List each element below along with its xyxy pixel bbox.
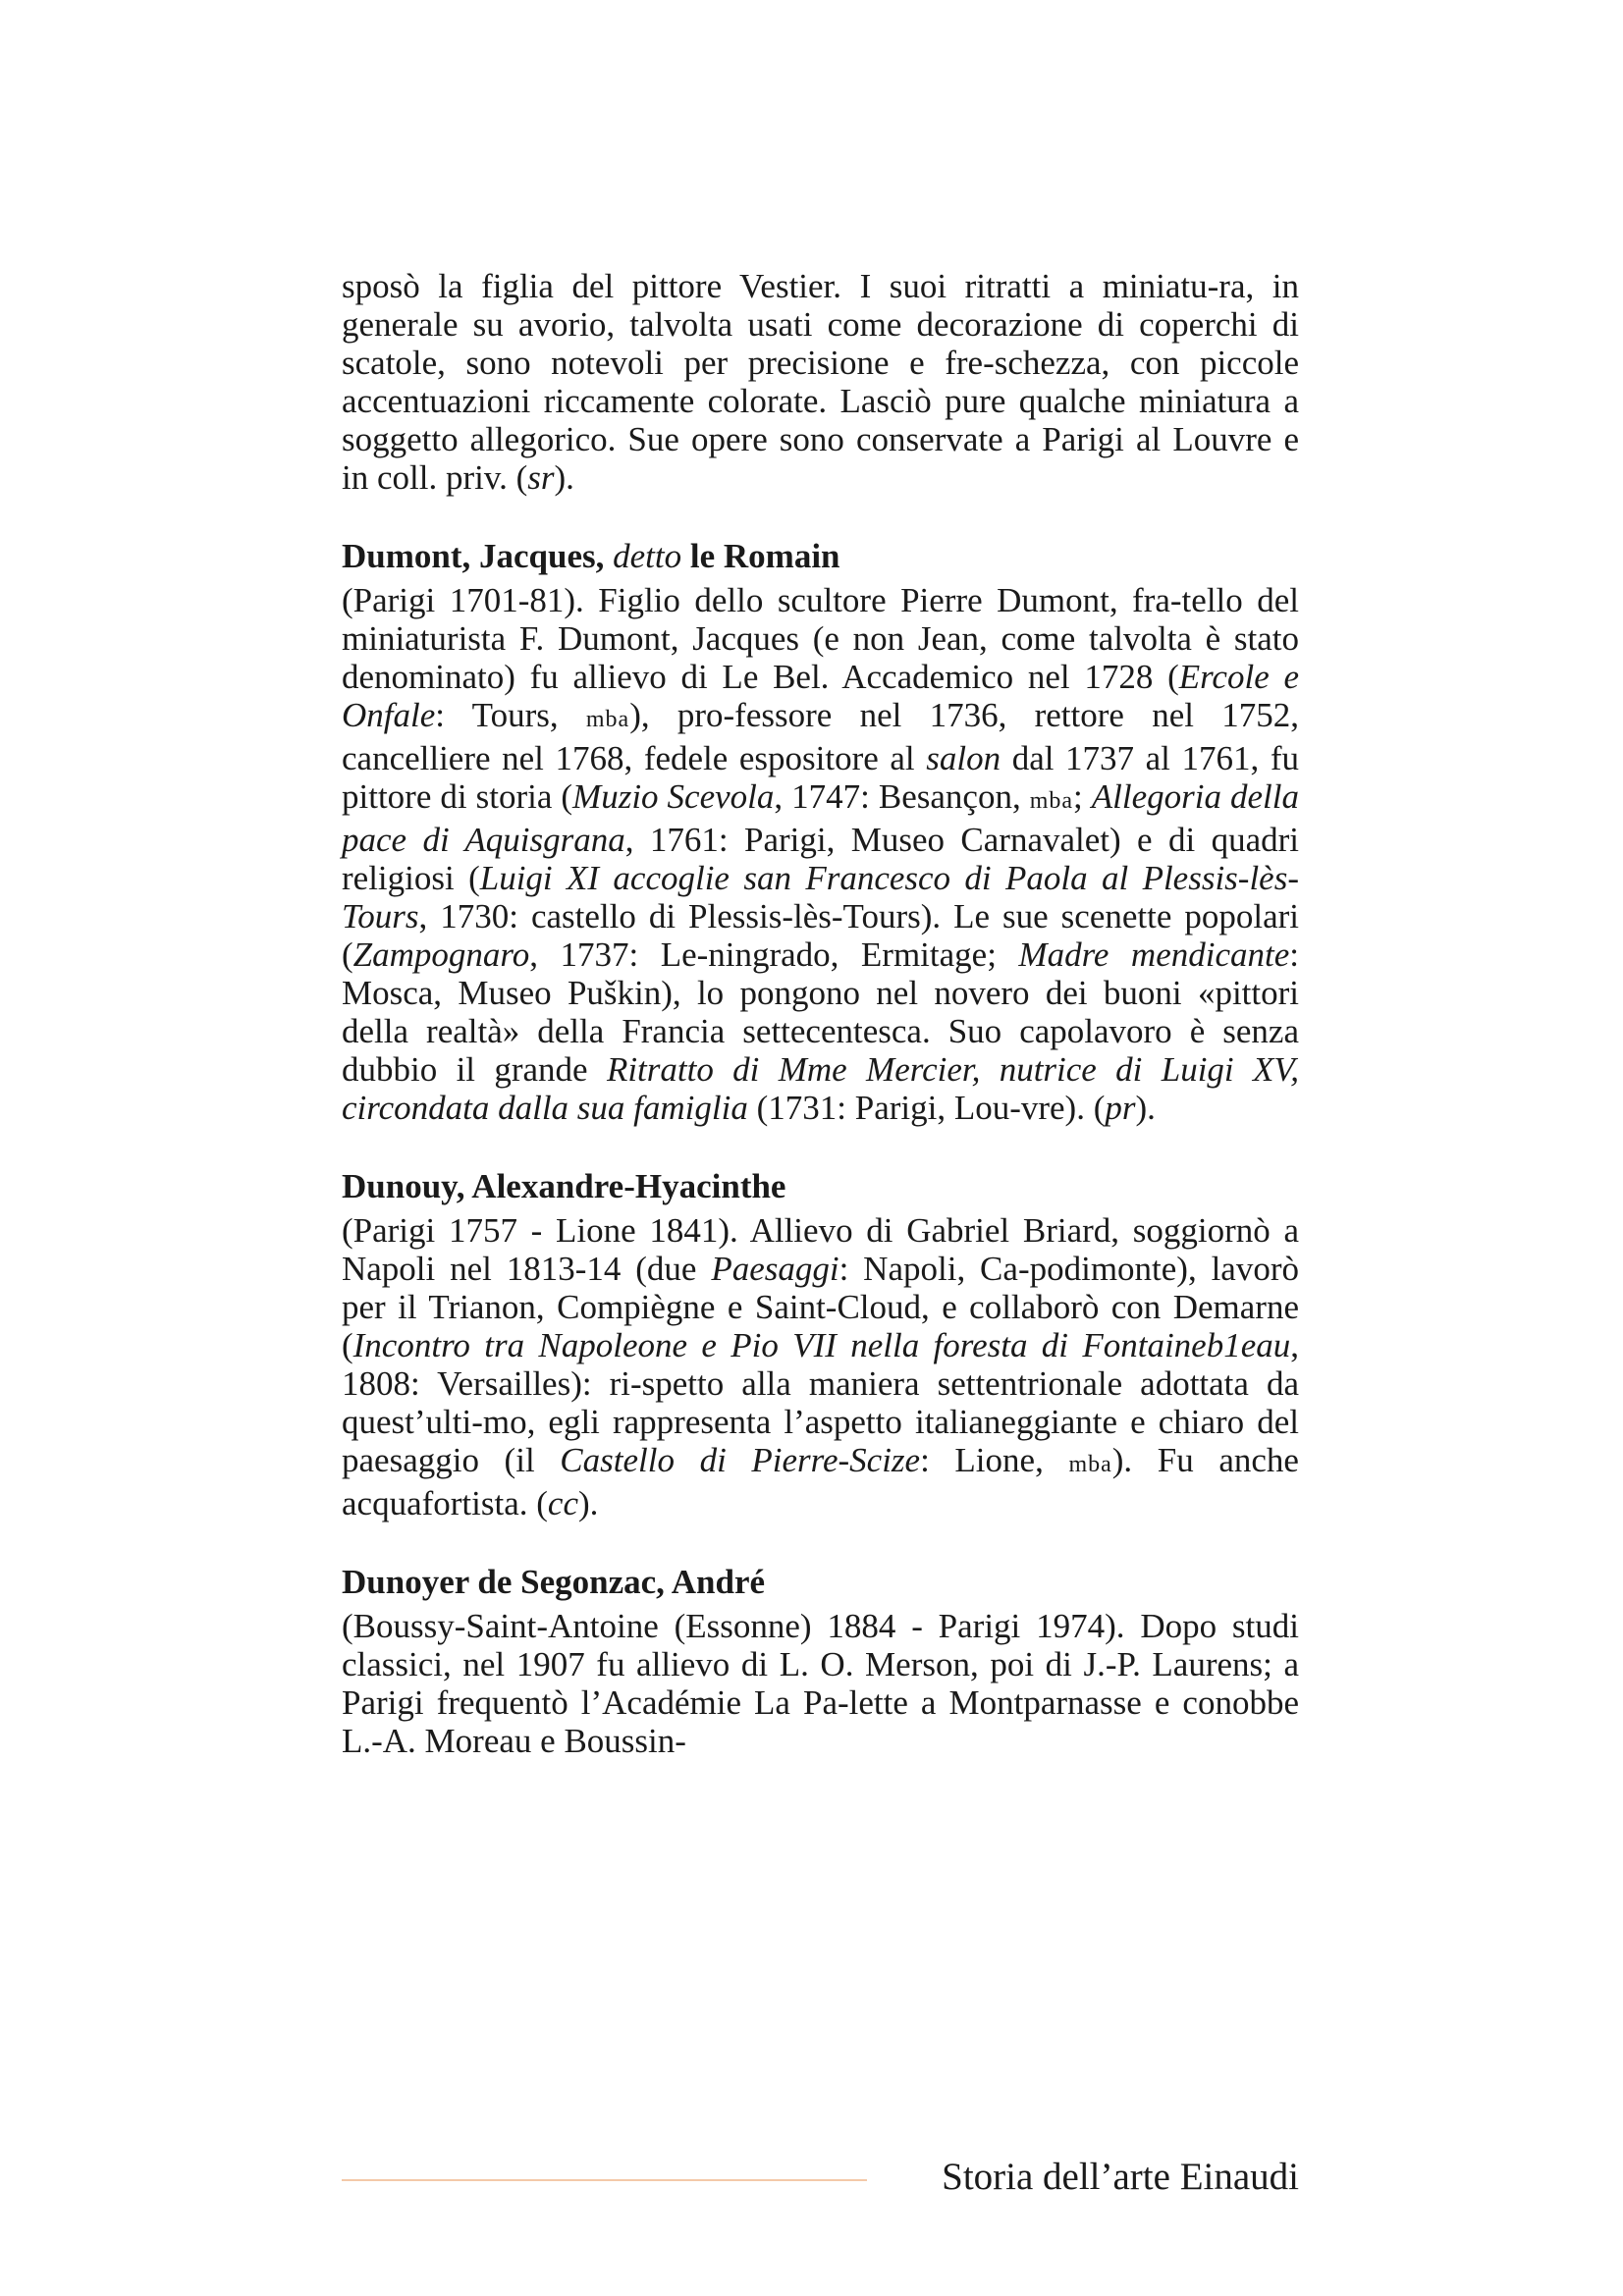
entry-dunoyer — [342, 1563, 1299, 1760]
text-run: ). — [554, 458, 574, 497]
intro-paragraph — [342, 267, 1299, 497]
text-run: : Mosca, Museo Puškin), lo pongono nel novero dei buoni «pittori della realtà» della Francia settecentesca. Suo capolavoro è senza dubbio il grande — [342, 935, 1299, 1089]
text-run: ). Fu anche acquafortista. ( — [342, 1441, 1299, 1522]
text-run: , 1730: castello di Plessis-lès-Tours). Le sue scenette popolari ( — [342, 897, 1299, 974]
entry-dunouy — [342, 1167, 1299, 1522]
italic-run: salon — [926, 739, 1001, 777]
text-run: ). — [577, 1484, 599, 1522]
italic-run: Castello di Pierre-Scize — [560, 1441, 921, 1479]
italic-run: Allegoria della pace di Aquisgrana — [342, 777, 1299, 859]
italic-run: Incontro tra Napoleone e Pio VII nella foresta di Fontaineb1eau — [352, 1326, 1291, 1364]
italic-run: Ercole e Onfale — [342, 658, 1299, 734]
footer-title: Storia dell’arte Einaudi — [942, 2156, 1299, 2198]
text-run: (1731: Parigi, Lou-vre). ( — [747, 1089, 1106, 1127]
text-run: , 1747: Besançon, — [774, 777, 1030, 816]
text-run: (Parigi 1757 - Lione 1841). Allievo di Gabriel Briard, soggiornò a Napoli nel 1813-14 (due — [342, 1211, 1299, 1288]
text-run: ). — [1135, 1089, 1156, 1127]
text-run: Dunoyer de Segonzac, André — [342, 1563, 766, 1601]
text-run: (Parigi 1701-81). Figlio dello scultore Pierre Dumont, fra-tello del miniaturista F. Dumont, Jacques (e non Jean, come talvolta è stato denominato) fu allievo di Le Bel. Accademico nel 1728 ( — [342, 581, 1299, 696]
text-run: (Boussy-Saint-Antoine (Essonne) 1884 - Parigi 1974). Dopo studi classici, nel 1907 fu allievo di L. O. Merson, poi di J.-P. Laurens; a Parigi frequentò l’Académie La Pa-lette a Montparnasse e conobbe L.-A. Moreau e Boussin- — [342, 1607, 1299, 1760]
text-run: , 1761: Parigi, Museo Carnavalet) e di quadri religiosi ( — [342, 821, 1299, 897]
entry-heading — [342, 1563, 1299, 1601]
text-run: , 1808: Versailles): ri-spetto alla maniera settentrionale adottata da quest’ulti-mo, egli rappresenta l’aspetto italianeggiante e chiaro del paesaggio (il — [342, 1326, 1299, 1479]
entry-heading — [342, 1167, 1299, 1205]
text-run: : Lione, — [920, 1441, 1069, 1479]
italic-run: Madre mendicante — [1018, 935, 1290, 974]
small-caps-run: mba — [1068, 1452, 1112, 1477]
text-run: Dumont, Jacques, — [342, 537, 614, 575]
footer-rule — [342, 2179, 867, 2181]
text-run: ; — [1073, 777, 1092, 816]
page-content — [342, 267, 1299, 1760]
text-run: ), pro-fessore nel 1736, rettore nel 1752, cancelliere nel 1768, fedele espositore al — [342, 696, 1299, 777]
text-run: Dunouy, Alexandre-Hyacinthe — [342, 1167, 786, 1205]
small-caps-run: mba — [585, 707, 630, 732]
text-run: : Tours, — [435, 696, 586, 734]
italic-run: pr — [1105, 1089, 1136, 1127]
text-run: , 1737: Le-ningrado, Ermitage; — [529, 935, 1019, 974]
italic-run: Paesaggi — [711, 1250, 839, 1288]
entry-body — [342, 581, 1299, 1127]
italic-run: Zampognaro — [352, 935, 530, 974]
small-caps-run: mba — [1029, 788, 1074, 814]
entry-body — [342, 1211, 1299, 1522]
text-run: le Romain — [681, 537, 840, 575]
italic-run: Muzio Scevola — [572, 777, 775, 816]
italic-run: Ritratto di Mme Mercier, nutrice di Luigi XV, circondata dalla sua famiglia — [342, 1050, 1299, 1127]
text-run: : Napoli, Ca-podimonte), lavorò per il Trianon, Compiègne e Saint-Cloud, e collaborò con Demarne ( — [342, 1250, 1299, 1364]
italic-run: Luigi XI accoglie san Francesco di Paola al Plessis-lès-Tours — [342, 859, 1299, 935]
italic-run: cc — [547, 1484, 578, 1522]
entry-body — [342, 1607, 1299, 1760]
text-run: sposò la figlia del pittore Vestier. I suoi ritratti a miniatu-ra, in generale su avorio, talvolta usati come decorazione di coperchi di scatole, sono notevoli per precisione e fre-schezza, con piccole accentuazioni riccamente colorate. Lasciò pure qualche miniatura a soggetto allegorico. Sue opere sono conservate a Parigi al Louvre e in coll. priv. ( — [342, 267, 1299, 497]
text-run: dal 1737 al 1761, fu pittore di storia ( — [342, 739, 1299, 816]
italic-run: detto — [613, 537, 682, 575]
entry-heading — [342, 537, 1299, 575]
italic-run: sr — [527, 458, 555, 497]
entry-dumont — [342, 537, 1299, 1127]
